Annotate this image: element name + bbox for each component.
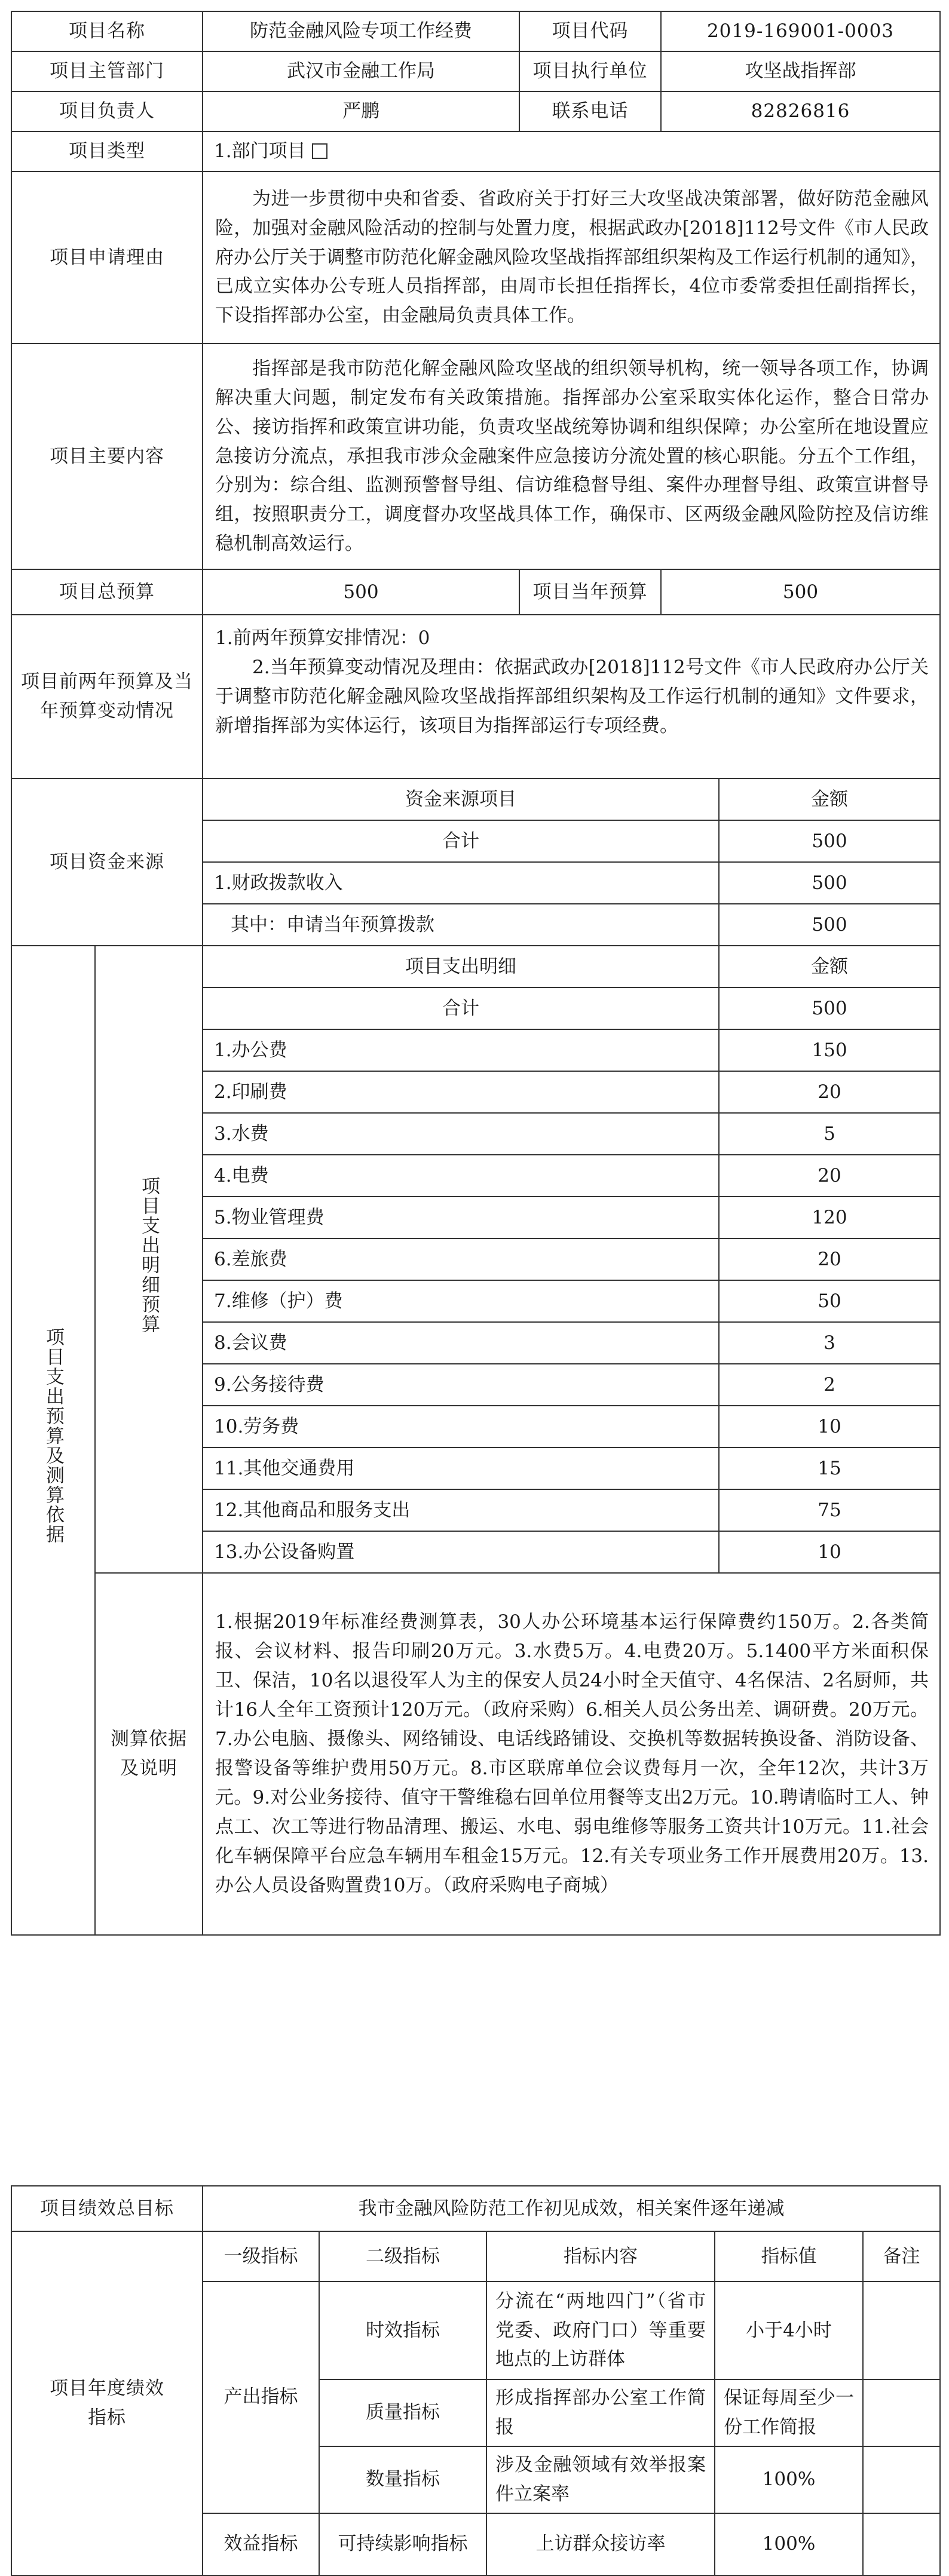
expense-item-amount: 10 — [719, 1406, 940, 1448]
expense-item-amount: 120 — [719, 1197, 940, 1238]
perf-note — [863, 2281, 940, 2379]
expense-inner-label — [95, 946, 203, 1573]
content-text: 指挥部是我市防范化解金融风险攻坚战的组织领导机构，统一领导各项工作，协调解决重大问题，制定发布有关政策措施。指挥部办公室采取实体化运作，整合日常办公、接访指挥和政策宣讲功能，负责攻坚战统筹协调和组织保障；办公室所在地设置应急接访分流点，承担我市涉众金融案件应急接访分流处置的核心职能。分五个工作组，分别为：综合组、监测预警督导组、信访维稳督导组、案件办理督导组、政策宣讲督导组，按照职责分工，调度督办攻坚战具体工作，确保市、区两级金融风险防控及信访维稳机制高效运行。 — [203, 344, 940, 569]
dept-label: 项目主管部门 — [11, 51, 203, 91]
funding-row-amount: 500 — [719, 820, 940, 862]
year-budget-label: 项目当年预算 — [519, 569, 661, 615]
change-line-2: 2.当年预算变动情况及理由：依据武政办[2018]112号文件《市人民政府办公厅关于调整市防范化解金融风险攻坚战指挥部组织架构及工作运行机制的通知》文件要求，新增指挥部为实体运行，该项目为指挥部运行专项经费。 — [215, 656, 929, 737]
type-label: 项目类型 — [11, 131, 203, 171]
expense-total-label: 合计 — [203, 988, 719, 1029]
expense-col-amount: 金额 — [719, 946, 940, 988]
perf-content: 上访群众接访率 — [486, 2513, 715, 2575]
change-line-1: 1.前两年预算安排情况：0 — [215, 627, 430, 649]
expense-col-item: 项目支出明细 — [203, 946, 719, 988]
expense-item-name: 13.办公设备购置 — [203, 1531, 719, 1573]
expense-outer-label — [11, 946, 95, 1935]
perf-header-level2: 二级指标 — [319, 2231, 486, 2281]
goal-label: 项目绩效总目标 — [11, 2186, 203, 2231]
reason-label: 项目申请理由 — [11, 171, 203, 344]
expense-item-name: 5.物业管理费 — [203, 1197, 719, 1238]
expense-item-name: 4.电费 — [203, 1155, 719, 1197]
expense-item-amount: 3 — [719, 1322, 940, 1364]
content-label: 项目主要内容 — [11, 344, 203, 569]
perf-header-content: 指标内容 — [486, 2231, 715, 2281]
expense-item-name: 6.差旅费 — [203, 1238, 719, 1280]
project-info-table — [11, 11, 941, 779]
perf-note — [863, 2513, 940, 2575]
perf-header-note: 备注 — [863, 2231, 940, 2281]
exec-label: 项目执行单位 — [519, 51, 661, 91]
goal-text: 我市金融风险防范工作初见成效，相关案件逐年递减 — [203, 2186, 940, 2231]
total-budget-label: 项目总预算 — [11, 569, 203, 615]
expense-item-amount: 20 — [719, 1071, 940, 1113]
expense-outer-label-text: 项目支出预算及测算依据 — [42, 1327, 65, 1545]
funding-row-item: 1.财政拨款收入 — [203, 862, 719, 904]
expense-item-amount: 2 — [719, 1364, 940, 1406]
basis-label: 测算依据及说明 — [95, 1573, 203, 1935]
expense-inner-label-text: 项目支出明细预算 — [138, 1176, 160, 1334]
expense-item-amount: 10 — [719, 1531, 940, 1573]
expense-item-amount: 15 — [719, 1448, 940, 1489]
total-budget-value: 500 — [203, 569, 519, 615]
funding-row-amount: 500 — [719, 904, 940, 946]
expense-item-amount: 50 — [719, 1280, 940, 1322]
performance-table — [11, 2185, 941, 2576]
expense-item-name: 11.其他交通费用 — [203, 1448, 719, 1489]
expense-item-name: 8.会议费 — [203, 1322, 719, 1364]
funding-col-item: 资金来源项目 — [203, 778, 719, 820]
perf-content: 分流在“两地四门”（省市党委、政府门口）等重要地点的上访群体 — [486, 2281, 715, 2379]
code-label: 项目代码 — [519, 11, 661, 51]
perf-value: 保证每周至少一份工作简报 — [715, 2379, 863, 2446]
perf-benefit-label: 效益指标 — [203, 2513, 319, 2575]
perf-header-level1: 一级指标 — [203, 2231, 319, 2281]
funding-col-amount: 金额 — [719, 778, 940, 820]
funding-row-amount: 500 — [719, 862, 940, 904]
funding-label: 项目资金来源 — [11, 778, 203, 946]
owner-label: 项目负责人 — [11, 91, 203, 131]
expense-total-value: 500 — [719, 988, 940, 1029]
project-type-value: 1.部门项目 — [214, 140, 306, 162]
change-text — [203, 615, 940, 778]
expense-item-amount: 20 — [719, 1238, 940, 1280]
expense-item-name: 12.其他商品和服务支出 — [203, 1489, 719, 1531]
change-label: 项目前两年预算及当年预算变动情况 — [11, 615, 203, 778]
expense-table — [11, 945, 941, 1936]
expense-item-amount: 150 — [719, 1029, 940, 1071]
expense-item-name: 3.水费 — [203, 1113, 719, 1155]
perf-value: 100% — [715, 2513, 863, 2575]
perf-level2: 数量指标 — [319, 2446, 486, 2513]
expense-item-name: 9.公务接待费 — [203, 1364, 719, 1406]
project-dept: 武汉市金融工作局 — [203, 51, 519, 91]
phone-label: 联系电话 — [519, 91, 661, 131]
perf-label: 项目年度绩效指标 — [11, 2231, 203, 2575]
perf-header-value: 指标值 — [715, 2231, 863, 2281]
name-label: 项目名称 — [11, 11, 203, 51]
perf-note — [863, 2379, 940, 2446]
funding-row-item: 合计 — [203, 820, 719, 862]
perf-value: 100% — [715, 2446, 863, 2513]
perf-level2: 质量指标 — [319, 2379, 486, 2446]
project-type — [203, 131, 940, 171]
funding-table — [11, 778, 941, 946]
expense-item-name: 1.办公费 — [203, 1029, 719, 1071]
expense-item-amount: 5 — [719, 1113, 940, 1155]
basis-text: 1.根据2019年标准经费测算表，30人办公环境基本运行保障费约150万。2.各类简报、会议材料、报告印刷20万元。3.水费5万。4.电费20万。5.1400平方米面积保卫、保洁，10名以退役军人为主的保安人员24小时全天值守、4名保洁、2名厨师，共计16人全年工资预计120万元。（政府采购）6.相关人员公务出差、调研费。20万元。7.办公电脑、摄像头、网络铺设、电话线路铺设、交换机等数据转换设备、消防设备、报警设备等维护费用50万元。8.市区联席单位会议费每月一次，全年12次，共计3万元。9.对公业务接待、值守干警维稳右回单位用餐等支出2万元。10.聘请临时工人、钟点工、次工等进行物品清理、搬运、水电、弱电维修等服务工资共计10万元。11.社会化车辆保障平台应急车辆用车租金15万元。12.有关专项业务工作开展费用20万。13.办公人员设备购置费10万。（政府采购电子商城） — [203, 1573, 940, 1935]
funding-row-item: 其中：申请当年预算拨款 — [203, 904, 719, 946]
expense-item-name: 7.维修（护）费 — [203, 1280, 719, 1322]
project-owner: 严鹏 — [203, 91, 519, 131]
perf-content: 形成指挥部办公室工作简报 — [486, 2379, 715, 2446]
perf-note — [863, 2446, 940, 2513]
project-code: 2019-169001-0003 — [661, 11, 940, 51]
expense-item-amount: 75 — [719, 1489, 940, 1531]
perf-output-label: 产出指标 — [203, 2281, 319, 2513]
perf-level2: 时效指标 — [319, 2281, 486, 2379]
expense-item-name: 2.印刷费 — [203, 1071, 719, 1113]
perf-level2: 可持续影响指标 — [319, 2513, 486, 2575]
perf-content: 涉及金融领域有效举报案件立案率 — [486, 2446, 715, 2513]
checkbox-icon — [312, 143, 327, 159]
project-name: 防范金融风险专项工作经费 — [203, 11, 519, 51]
expense-item-name: 10.劳务费 — [203, 1406, 719, 1448]
reason-text: 为进一步贯彻中央和省委、省政府关于打好三大攻坚战决策部署，做好防范金融风险，加强对金融风险活动的控制与处置力度，根据武政办[2018]112号文件《市人民政府办公厅关于调整市防范化解金融风险攻坚战指挥部组织架构及工作运行机制的通知》，已成立实体办公专班人员指挥部，由周市长担任指挥长，4位市委常委担任副指挥长，下设指挥部办公室，由金融局负责具体工作。 — [203, 171, 940, 344]
expense-item-amount: 20 — [719, 1155, 940, 1197]
perf-value: 小于4小时 — [715, 2281, 863, 2379]
project-phone: 82826816 — [661, 91, 940, 131]
year-budget-value: 500 — [661, 569, 940, 615]
project-exec-unit: 攻坚战指挥部 — [661, 51, 940, 91]
